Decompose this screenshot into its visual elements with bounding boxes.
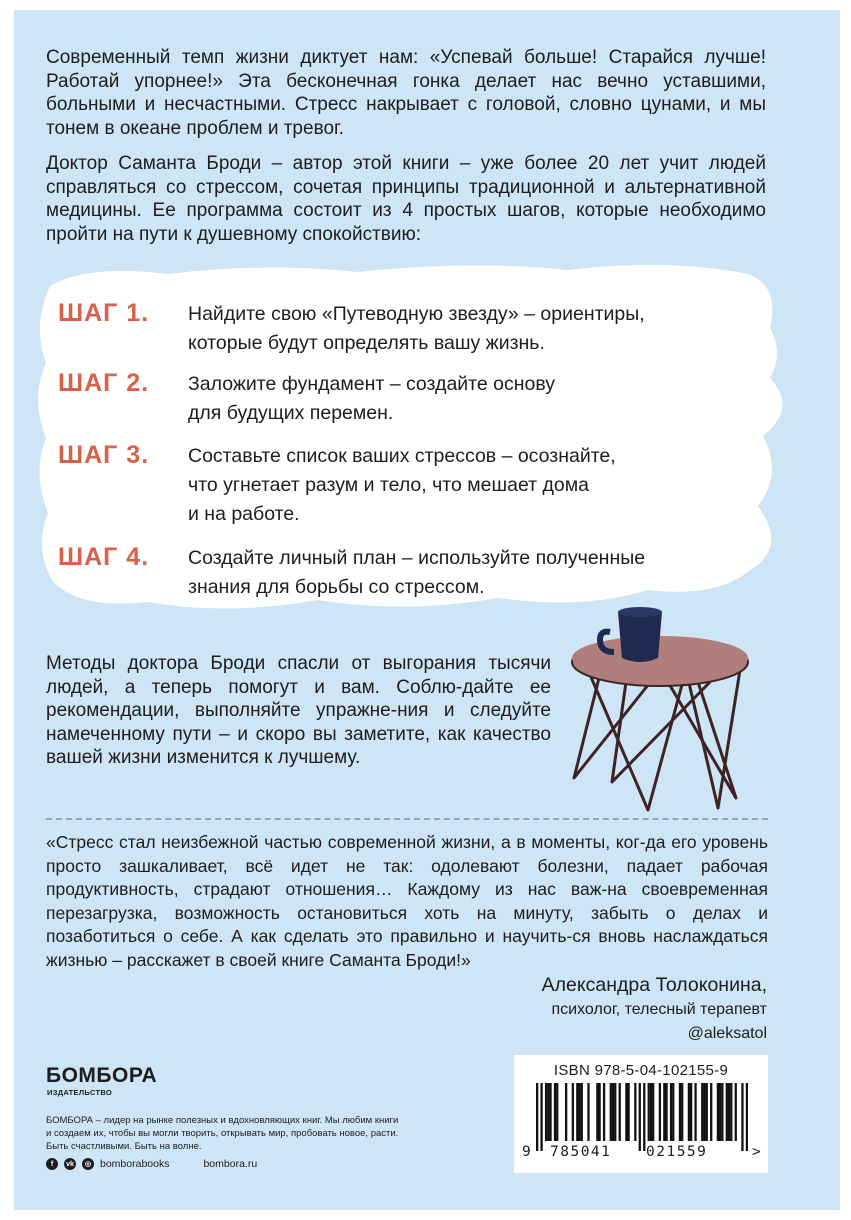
barcode-bar xyxy=(554,1083,556,1141)
table-legs xyxy=(574,670,740,810)
intro-paragraph-2: Доктор Саманта Броди – автор этой книги – уже более 20 лет учит людей справляться со стрессом, сочетая принципы традиционной и альтернативной медицины. Ее программа состоит из 4 простых шагов, которые необходимо пройти на пути к душевному спокойствию: xyxy=(46,153,766,245)
step-text-line: Найдите свою «Путеводную звезду» – ориентиры, xyxy=(188,303,645,325)
barcode-bar xyxy=(670,1083,672,1141)
barcode-bar xyxy=(627,1083,629,1141)
social-handle[interactable]: bomborabooks xyxy=(100,1158,170,1170)
barcode-bar xyxy=(690,1083,692,1141)
barcode-first-digit: 9 xyxy=(522,1144,531,1160)
publisher-logo-subtitle: ИЗДАТЕЛЬСТВО xyxy=(47,1088,112,1097)
barcode-bar xyxy=(614,1083,616,1141)
step-text xyxy=(188,442,748,529)
publisher-logo: БОМБОРА xyxy=(46,1064,158,1087)
barcode-bar xyxy=(659,1083,661,1141)
barcode-bar xyxy=(612,1083,614,1141)
vk-icon[interactable]: vk xyxy=(64,1158,76,1170)
barcode-bar xyxy=(719,1083,721,1141)
barcode-bar xyxy=(665,1083,667,1141)
barcode-arrow: > xyxy=(752,1144,761,1160)
barcode-bar xyxy=(634,1083,636,1141)
barcode-bar xyxy=(545,1083,547,1141)
barcode-bar xyxy=(663,1083,665,1141)
barcode-left-digits: 785041 xyxy=(550,1144,612,1160)
testimonial-quote: «Стресс стал неизбежной частью современной жизни, а в моменты, ког-да его уровень просто зашкаливает, всё идет не так: одолевают болезни, падает рабочая продуктивность, страдают отношения… Каждому из нас важ-на своевременная перезагрузка, возможность остановиться хоть на минуту, забыть о делах и позаботиться о себе. А как сделать это правильно и научить-ся вновь наслаждаться жизнью – расскажет в своей книге Саманта Броди!» xyxy=(46,832,768,970)
step-text-line: Создайте личный план – используйте полученные xyxy=(188,547,646,569)
barcode-bar xyxy=(694,1083,696,1141)
step-text-line: для будущих перемен. xyxy=(188,402,394,424)
barcode-bar xyxy=(688,1083,690,1141)
barcode-bar xyxy=(706,1083,708,1141)
barcode-bar xyxy=(619,1083,621,1141)
barcode-bar xyxy=(587,1083,589,1141)
publisher-description: БОМБОРА – лидер на рынке полезных и вдохновляющих книг. Мы любим книги и создаем их, чтобы вы могли творить, открывать мир, пробовать новое, расти. Быть счастливыми. Быть на волне. xyxy=(46,1115,399,1152)
barcode-bar xyxy=(672,1083,674,1141)
barcode-bar xyxy=(721,1083,723,1141)
publisher-contacts xyxy=(46,1158,257,1170)
barcode-bar xyxy=(741,1083,743,1151)
coffee-mug-on-side-table-icon xyxy=(560,598,760,813)
facebook-icon[interactable]: f xyxy=(46,1158,58,1170)
barcode-bar xyxy=(610,1083,612,1141)
step-text-line: что угнетает разум и тело, что мешает дома xyxy=(188,474,590,496)
step-label: ШАГ 3. xyxy=(58,441,150,469)
step-text-line: и на работе. xyxy=(188,503,300,525)
barcode-right-digits: 021559 xyxy=(646,1144,708,1160)
step-label: ШАГ 2. xyxy=(58,369,150,397)
barcode-bar xyxy=(596,1083,598,1141)
barcode-bar xyxy=(578,1083,580,1141)
barcode-bar xyxy=(679,1083,681,1141)
barcode-bar xyxy=(547,1083,549,1141)
barcode-bar xyxy=(681,1083,683,1141)
quote-author-role: психолог, телесный терапевт xyxy=(551,1001,767,1018)
barcode-bar xyxy=(603,1083,605,1141)
step-text-line: знания для борьбы со стрессом. xyxy=(188,576,485,598)
step-text-line: Составьте список ваших стрессов – осознайте, xyxy=(188,445,616,467)
barcode-bar xyxy=(735,1083,737,1141)
barcode-bar xyxy=(625,1083,627,1141)
quote-author-handle: @aleksatol xyxy=(687,1025,767,1042)
barcode-bar xyxy=(536,1083,538,1151)
barcode-bar xyxy=(576,1083,578,1141)
step-label: ШАГ 1. xyxy=(58,299,150,327)
barcode-bar xyxy=(730,1083,732,1141)
barcode-bar xyxy=(728,1083,730,1141)
intro-paragraph-1: Современный темп жизни диктует нам: «Успевай больше! Старайся лучше! Работай упорнее!» Эта бесконечная гонка делает нас вечно уставшими, больными и несчастными. Стресс накрывает с головой, словно цунами, и мы тонем в океане проблем и тревог. xyxy=(46,47,766,139)
barcode-bar xyxy=(701,1083,703,1141)
isbn-barcode-block xyxy=(514,1055,768,1173)
quote-author-name: Александра Толоконина, xyxy=(541,974,767,996)
barcode-bar xyxy=(540,1083,542,1151)
methods-paragraph: Методы доктора Броди спасли от выгорания тысячи людей, а теперь помогут и вам. Соблю-дайте ее рекомендации, выполняйте упражне-ния и следуйте намеченному пути – и скоро вы заметите, как качество вашей жизни изменится к лучшему. xyxy=(46,653,551,769)
barcode-bar xyxy=(565,1083,567,1141)
barcode-bar xyxy=(572,1083,574,1141)
step-text-line: которые будут определять вашу жизнь. xyxy=(188,332,545,354)
instagram-icon[interactable]: ◎ xyxy=(82,1158,94,1170)
barcode-bar xyxy=(598,1083,600,1141)
publisher-website[interactable]: bombora.ru xyxy=(203,1158,258,1170)
step-text xyxy=(188,544,748,602)
step-text xyxy=(188,370,748,428)
mug-icon xyxy=(600,607,662,662)
isbn-label: ISBN 978-5-04-102155-9 xyxy=(553,1062,729,1079)
barcode-bar xyxy=(703,1083,705,1141)
barcode-bar xyxy=(581,1083,583,1141)
barcode-bar xyxy=(650,1083,652,1141)
barcode-bar xyxy=(710,1083,712,1141)
barcode-bar xyxy=(556,1083,558,1141)
barcode-bar xyxy=(549,1083,551,1141)
barcode-bar xyxy=(652,1083,654,1141)
barcode-bar xyxy=(648,1083,650,1141)
barcode-bar xyxy=(726,1083,728,1141)
step-text xyxy=(188,300,748,358)
step-text-line: Заложите фундамент – создайте основу xyxy=(188,373,556,395)
barcode-bar xyxy=(717,1083,719,1141)
barcode-bar xyxy=(639,1083,641,1151)
barcode-bar xyxy=(746,1083,748,1151)
quote-author-block xyxy=(542,972,767,1046)
step-label: ШАГ 4. xyxy=(58,543,150,571)
section-divider xyxy=(46,818,768,820)
